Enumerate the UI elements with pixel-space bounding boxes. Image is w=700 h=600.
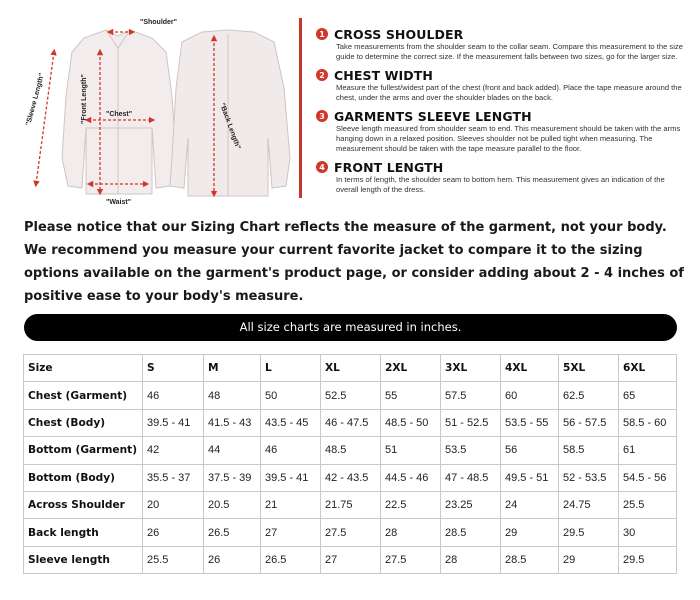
measurement-cell: 57.5 [441, 382, 501, 409]
measurement-cell: 39.5 - 41 [261, 464, 321, 491]
guide-title: FRONT LENGTH [334, 159, 444, 175]
row-label: Bottom (Body) [24, 464, 143, 491]
inches-banner: All size charts are measured in inches. [24, 314, 677, 341]
measurement-cell: 28.5 [441, 519, 501, 546]
measurement-cell: 24.75 [559, 491, 619, 518]
measurement-cell: 27 [321, 546, 381, 573]
size-header-cell: XL [321, 355, 381, 382]
measurement-cell: 42 [143, 437, 204, 464]
guide-item-chest-width [316, 67, 688, 102]
size-header-cell: L [261, 355, 321, 382]
measurement-cell: 52.5 [321, 382, 381, 409]
measurement-cell: 30 [619, 519, 677, 546]
size-chart-table [23, 354, 677, 574]
guide-item-front-length [316, 159, 688, 194]
measurement-cell: 56 [501, 437, 559, 464]
number-badge: 3 [316, 110, 328, 122]
table-header-row [24, 355, 677, 382]
measurement-cell: 26 [204, 546, 261, 573]
measurement-cell: 50 [261, 382, 321, 409]
measurement-cell: 20 [143, 491, 204, 518]
measurement-cell: 29.5 [619, 546, 677, 573]
guide-title: GARMENTS SLEEVE LENGTH [334, 108, 532, 124]
measurement-cell: 52 - 53.5 [559, 464, 619, 491]
measurement-cell: 28 [441, 546, 501, 573]
measurement-cell: 23.25 [441, 491, 501, 518]
measurement-cell: 24 [501, 491, 559, 518]
measurement-cell: 37.5 - 39 [204, 464, 261, 491]
guide-item-cross-shoulder [316, 26, 688, 61]
measurement-cell: 22.5 [381, 491, 441, 518]
sizing-notice: Please notice that our Sizing Chart reflects the measure of the garment, not your body. We recommend you measure your current favorite jacket to compare it to the sizing options available on the garment's product page, or consider adding about 2 - 4 inches of positive ease to your body's measure. [24, 220, 684, 304]
table-row [24, 519, 677, 546]
row-label: Back length [24, 519, 143, 546]
measurement-cell: 60 [501, 382, 559, 409]
measurement-cell: 53.5 [441, 437, 501, 464]
back-jacket [170, 30, 290, 196]
measurement-cell: 21.75 [321, 491, 381, 518]
guide-description: Measure the fullest/widest part of the chest (front and back added). Place the tape measure around the chest, under the arms and over the shoulder blades on the back. [336, 83, 682, 102]
measurement-cell: 28.5 [501, 546, 559, 573]
chest-label: "Chest" [106, 111, 133, 118]
measurement-cell: 56 - 57.5 [559, 409, 619, 436]
number-badge: 4 [316, 161, 328, 173]
measurement-cell: 48 [204, 382, 261, 409]
size-header-cell: 3XL [441, 355, 501, 382]
row-label: Across Shoulder [24, 491, 143, 518]
measurement-cell: 27 [261, 519, 321, 546]
row-label: Chest (Garment) [24, 382, 143, 409]
row-label: Bottom (Garment) [24, 437, 143, 464]
measurement-cell: 42 - 43.5 [321, 464, 381, 491]
measurement-cell: 46 - 47.5 [321, 409, 381, 436]
jacket-measurement-figure [6, 8, 294, 208]
jacket-illustration [6, 8, 294, 208]
measurement-cell: 62.5 [559, 382, 619, 409]
measurement-cell: 29 [559, 546, 619, 573]
measurement-cell: 58.5 [559, 437, 619, 464]
measurement-cell: 28 [381, 519, 441, 546]
measurement-cell: 26 [143, 519, 204, 546]
measurement-cell: 48.5 [321, 437, 381, 464]
measurement-cell: 51 - 52.5 [441, 409, 501, 436]
measurement-cell: 61 [619, 437, 677, 464]
measurement-cell: 58.5 - 60 [619, 409, 677, 436]
size-header-cell: S [143, 355, 204, 382]
guide-description: In terms of length, the shoulder seam to bottom hem. This measurement gives an indication of the overall length of the dress. [336, 175, 665, 194]
shoulder-label: "Shoulder" [140, 19, 177, 26]
size-header-cell: 5XL [559, 355, 619, 382]
guide-title: CHEST WIDTH [334, 67, 433, 83]
measurement-cell: 39.5 - 41 [143, 409, 204, 436]
table-row [24, 409, 677, 436]
front-length-label: "Front Length" [81, 74, 88, 124]
measurement-cell: 29 [501, 519, 559, 546]
measurement-cell: 41.5 - 43 [204, 409, 261, 436]
size-header-cell: M [204, 355, 261, 382]
measurement-cell: 27.5 [321, 519, 381, 546]
measurement-cell: 43.5 - 45 [261, 409, 321, 436]
measurement-guide [316, 26, 688, 200]
measurement-cell: 26.5 [204, 519, 261, 546]
measurement-cell: 55 [381, 382, 441, 409]
guide-title: CROSS SHOULDER [334, 26, 464, 42]
table-row [24, 464, 677, 491]
measurement-cell: 35.5 - 37 [143, 464, 204, 491]
table-row [24, 382, 677, 409]
measurement-cell: 53.5 - 55 [501, 409, 559, 436]
measurement-cell: 44.5 - 46 [381, 464, 441, 491]
sleeve-length-label: "Sleeve Length" [25, 72, 46, 127]
waist-label: "Waist" [106, 199, 132, 206]
measurement-cell: 21 [261, 491, 321, 518]
measurement-cell: 51 [381, 437, 441, 464]
measurement-cell: 29.5 [559, 519, 619, 546]
measurement-cell: 47 - 48.5 [441, 464, 501, 491]
measurement-cell: 20.5 [204, 491, 261, 518]
guide-description: Take measurements from the shoulder seam to the collar seam. Compare this measurement to the size guide to determine the correct size. If the measurement falls between two sizes, go for the larger size. [336, 42, 683, 61]
measurement-cell: 26.5 [261, 546, 321, 573]
table-row [24, 491, 677, 518]
table-row [24, 546, 677, 573]
size-column-header: Size [24, 355, 143, 382]
measurement-cell: 46 [261, 437, 321, 464]
row-label: Sleeve length [24, 546, 143, 573]
guide-description: Sleeve length measured from shoulder seam to end. This measurement should be taken with the arms hanging down in a relaxed position. Sleeves shoulder not be pulled tight when measuring. The measurement should be taken with the tape measure parallel to the floor. [336, 124, 681, 153]
section-divider [299, 18, 302, 198]
measurement-cell: 27.5 [381, 546, 441, 573]
back-length-label: "Back Length" [218, 102, 242, 151]
size-header-cell: 6XL [619, 355, 677, 382]
measurement-cell: 44 [204, 437, 261, 464]
number-badge: 1 [316, 28, 328, 40]
measurement-cell: 25.5 [619, 491, 677, 518]
measurement-cell: 49.5 - 51 [501, 464, 559, 491]
size-chart-body [24, 355, 677, 574]
measurement-cell: 46 [143, 382, 204, 409]
size-header-cell: 4XL [501, 355, 559, 382]
measurement-cell: 54.5 - 56 [619, 464, 677, 491]
row-label: Chest (Body) [24, 409, 143, 436]
size-header-cell: 2XL [381, 355, 441, 382]
table-row [24, 437, 677, 464]
measurement-cell: 48.5 - 50 [381, 409, 441, 436]
number-badge: 2 [316, 69, 328, 81]
guide-item-sleeve-length [316, 108, 688, 153]
measurement-cell: 65 [619, 382, 677, 409]
measurement-cell: 25.5 [143, 546, 204, 573]
